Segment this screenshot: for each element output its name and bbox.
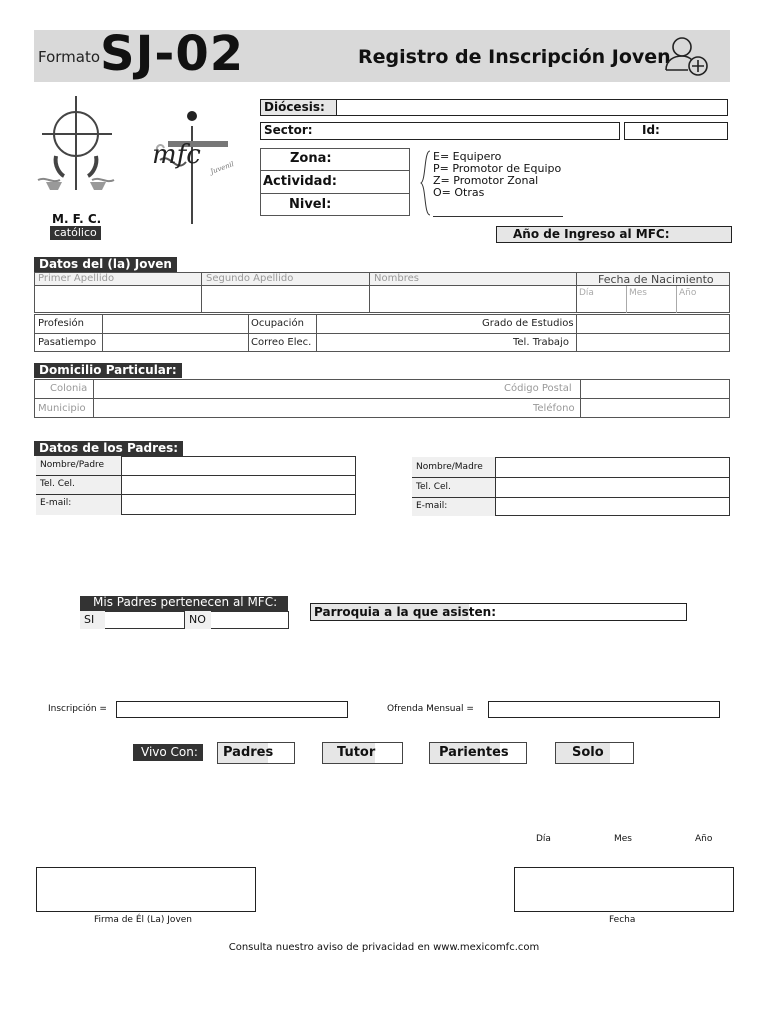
nombres-input[interactable] — [370, 287, 575, 312]
vivo-tutor-label: Tutor — [337, 745, 376, 760]
ano-label: Año — [679, 288, 697, 298]
no-label: NO — [189, 613, 206, 626]
mfc-logo-text: M. F. C. — [52, 212, 102, 226]
mfc-script-text: mfc — [152, 140, 201, 170]
legend-item: E= Equipero — [433, 150, 502, 163]
nivel-label: Nivel: — [289, 197, 332, 212]
inscripcion-input[interactable] — [116, 701, 348, 718]
email-madre-label: E-mail: — [416, 501, 448, 511]
datos-joven-section: Datos del (la) Joven — [34, 257, 177, 272]
divider — [626, 286, 627, 313]
tel-trabajo-label: Tel. Trabajo — [513, 337, 569, 348]
correo-input[interactable] — [317, 334, 477, 351]
add-user-icon — [662, 34, 714, 78]
pasatiempo-input[interactable] — [103, 334, 247, 351]
ofrenda-label: Ofrenda Mensual = — [387, 704, 474, 714]
segundo-apellido-label: Segundo Apellido — [206, 273, 294, 284]
actividad-label: Actividad: — [263, 174, 337, 189]
municipio-input[interactable] — [94, 399, 494, 417]
grado-estudios-input[interactable] — [577, 315, 729, 332]
legend-item: Z= Promotor Zonal — [433, 174, 539, 187]
form-code: SJ-02 — [100, 26, 245, 82]
firma-ano-label: Año — [695, 834, 713, 844]
firma-label: Firma de Él (La) Joven — [94, 915, 193, 925]
legend-item: P= Promotor de Equipo — [433, 162, 562, 175]
profesion-input[interactable] — [103, 315, 247, 332]
email-padre-label: E-mail: — [40, 498, 72, 508]
ofrenda-input[interactable] — [488, 701, 720, 718]
nombres-label: Nombres — [374, 273, 419, 284]
firma-box[interactable] — [36, 867, 256, 912]
mfc-cross-logo — [34, 94, 124, 214]
email-madre-input[interactable] — [497, 498, 729, 515]
firma-mes-label: Mes — [614, 834, 632, 844]
vivo-solo-label: Solo — [572, 745, 604, 760]
tel-trabajo-input[interactable] — [577, 334, 729, 351]
primer-apellido-label: Primer Apellido — [38, 273, 115, 284]
zona-input[interactable] — [328, 149, 408, 169]
form-title: Registro de Inscripción Joven — [358, 46, 671, 68]
ocupacion-input[interactable] — [317, 315, 477, 332]
juvenil-script-text: Juvenil — [209, 160, 236, 176]
grado-estudios-label: Grado de Estudios — [482, 318, 574, 329]
si-checkbox[interactable] — [105, 612, 183, 628]
parroquia-label: Parroquia a la que asisten: — [314, 605, 496, 619]
colonia-label: Colonia — [50, 383, 88, 394]
actividad-legend — [433, 151, 561, 199]
nombre-madre-label: Nombre/Madre — [416, 462, 483, 472]
domicilio-section: Domicilio Particular: — [34, 363, 182, 378]
diocesis-label: Diócesis: — [264, 100, 325, 114]
fecha-box[interactable] — [514, 867, 734, 912]
tel-cel-madre-label: Tel. Cel. — [416, 482, 451, 492]
primer-apellido-input[interactable] — [35, 287, 200, 312]
correo-label: Correo Elec. — [251, 337, 312, 348]
fecha-label: Fecha — [609, 915, 636, 925]
sector-field[interactable] — [260, 122, 620, 140]
ano-ingreso-label: Año de Ingreso al MFC: — [513, 227, 670, 241]
segundo-apellido-input[interactable] — [202, 287, 368, 312]
divider — [260, 170, 410, 171]
nivel-input[interactable] — [330, 195, 408, 215]
privacy-footer: Consulta nuestro aviso de privacidad en www.mexicomfc.com — [228, 942, 540, 953]
nombre-padre-label: Nombre/Padre — [40, 460, 105, 470]
vivo-parientes-label: Parientes — [439, 745, 509, 760]
divider — [676, 286, 677, 313]
vivo-con-label: Vivo Con: — [141, 745, 198, 759]
zona-label: Zona: — [290, 151, 332, 166]
mes-label: Mes — [629, 288, 647, 298]
codigo-postal-input[interactable] — [581, 380, 729, 397]
tel-cel-madre-input[interactable] — [497, 478, 729, 496]
nombre-madre-input[interactable] — [497, 458, 729, 476]
id-field[interactable] — [624, 122, 728, 140]
tel-cel-padre-input[interactable] — [123, 476, 355, 493]
dia-label: Día — [579, 288, 594, 298]
municipio-label: Municipio — [38, 403, 86, 414]
firma-dia-label: Día — [536, 834, 551, 844]
ocupacion-label: Ocupación — [251, 318, 304, 329]
divider — [260, 193, 410, 194]
diocesis-row — [260, 99, 728, 116]
sector-label: Sector: — [264, 123, 313, 137]
nombre-padre-input[interactable] — [123, 457, 355, 474]
catolico-badge: católico — [50, 226, 101, 240]
legend-item: O= Otras — [433, 186, 485, 199]
formato-label: Formato — [38, 48, 101, 66]
datos-padres-section: Datos de los Padres: — [34, 441, 183, 456]
inscripcion-label: Inscripción = — [48, 704, 107, 714]
vivo-padres-label: Padres — [223, 745, 274, 760]
si-label: SI — [84, 613, 95, 626]
no-checkbox[interactable] — [211, 612, 288, 628]
pasatiempo-label: Pasatiempo — [38, 337, 97, 348]
profesion-label: Profesión — [38, 318, 84, 329]
actividad-input[interactable] — [330, 172, 408, 192]
divider — [248, 314, 249, 352]
tel-cel-padre-label: Tel. Cel. — [40, 479, 75, 489]
id-label: Id: — [642, 123, 660, 137]
colonia-input[interactable] — [94, 380, 494, 397]
telefono-label: Teléfono — [533, 403, 575, 414]
email-padre-input[interactable] — [123, 495, 355, 514]
fecha-nac-label: Fecha de Nacimiento — [598, 273, 714, 286]
divider — [576, 272, 577, 313]
telefono-input[interactable] — [581, 399, 729, 417]
otras-line[interactable] — [433, 216, 563, 217]
codigo-postal-label: Código Postal — [504, 383, 572, 394]
brace-icon — [420, 150, 432, 216]
mfc-padres-title: Mis Padres pertenecen al MFC: — [93, 595, 278, 609]
